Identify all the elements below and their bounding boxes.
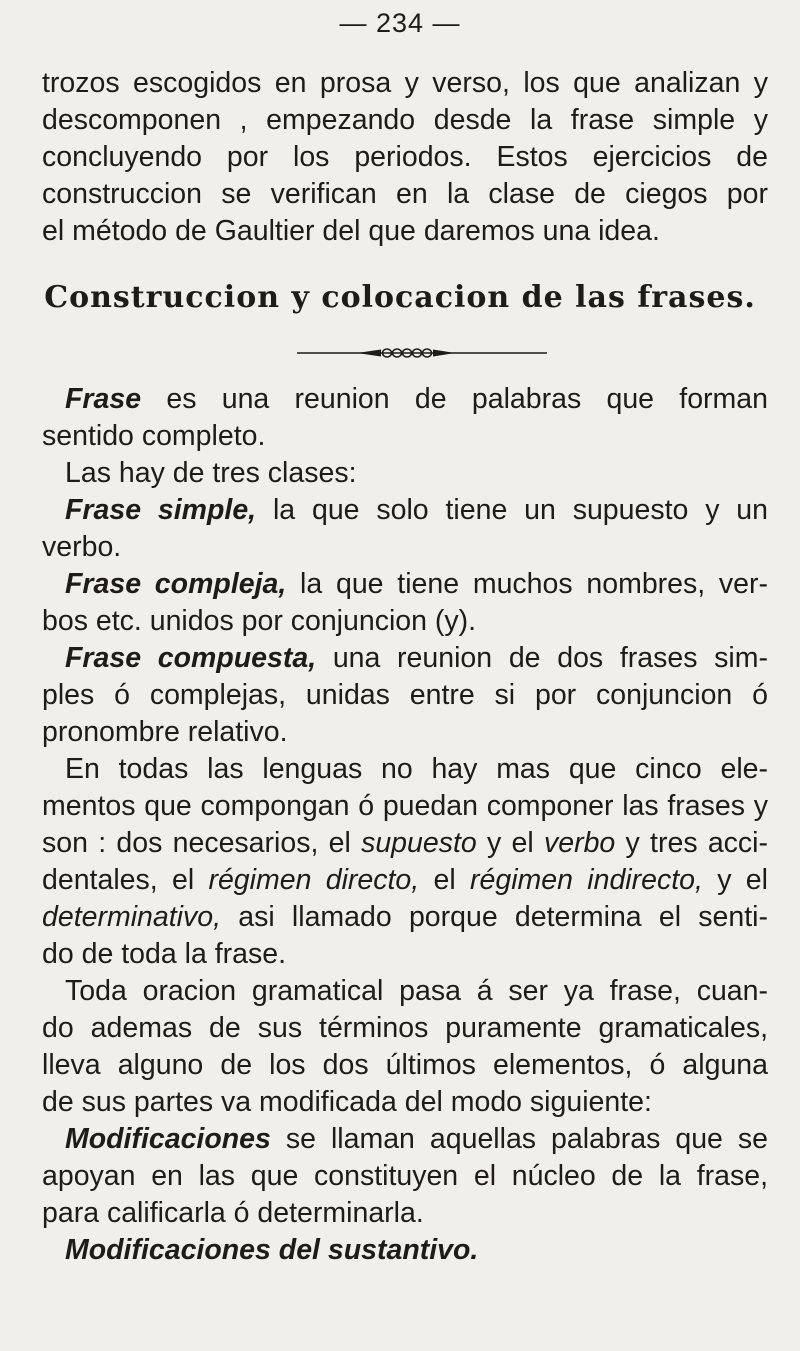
paragraph-line: do ademas de sus términos puramente gramaticales, [42, 1012, 768, 1044]
paragraph-line: do de toda la frase. [42, 938, 287, 970]
typographic-rule-ornament-icon [297, 346, 547, 360]
line-text: asi llamado porque determina el senti- [221, 901, 768, 933]
paragraph-line: pronombre relativo. [42, 716, 288, 748]
paragraph-line: para calificarla ó determinarla. [42, 1197, 424, 1229]
paragraph-line: Las hay de tres clases: [65, 457, 357, 489]
term-regimen-indirecto: régimen indirecto, [470, 864, 703, 896]
intro-line: concluyendo por los periodos. Estos ejercicios de [42, 141, 768, 173]
term-regimen-directo: régimen directo, [208, 864, 420, 896]
term-modificaciones: Modificaciones [65, 1123, 271, 1155]
paragraph-line: En todas las lenguas no hay mas que cinco ele- [65, 753, 768, 785]
line-text: la que solo tiene un supuesto y un [256, 494, 768, 526]
line-text: la que tiene muchos nombres, ver- [286, 568, 769, 600]
line-text: son : dos necesarios, el [42, 827, 362, 859]
line-text: y el [476, 827, 544, 859]
paragraph-line: de sus partes va modificada del modo siguiente: [42, 1086, 652, 1118]
paragraph-line [42, 381, 768, 418]
term-modificaciones-sustantivo: Modificaciones del sustantivo. [65, 1234, 479, 1266]
line-text: una reunion de dos frases sim- [316, 642, 768, 674]
paragraph-line [42, 825, 768, 862]
line-text: dentales, el [42, 864, 209, 896]
paragraph-line: verbo. [42, 531, 122, 563]
paragraph-line [42, 492, 768, 529]
paragraph-line: bos etc. unidos por conjuncion (y). [42, 605, 477, 637]
paragraph-line [42, 862, 768, 899]
paragraph-line: ples ó complejas, unidas entre si por conjuncion ó [42, 679, 768, 711]
term-frase-compleja: Frase compleja, [65, 568, 287, 600]
paragraph-line: sentido completo. [42, 420, 266, 452]
intro-line: descomponen , empezando desde la frase simple y [42, 104, 768, 136]
paragraph-line [42, 566, 768, 603]
paragraph-line [42, 640, 768, 677]
intro-line: construccion se verifican en la clase de ciegos por [42, 178, 768, 210]
paragraph-line [42, 1232, 768, 1269]
term-determinativo: determinativo, [42, 901, 222, 933]
paragraph-line [42, 899, 768, 936]
term-frase-simple: Frase simple, [65, 494, 257, 526]
page-number: — 234 — [339, 8, 461, 38]
intro-line: el método de Gaultier del que daremos una idea. [42, 215, 660, 247]
paragraph-line: Toda oracion gramatical pasa á ser ya frase, cuan- [65, 975, 768, 1007]
body-text [42, 381, 768, 1269]
section-heading: Construccion y colocacion de las frases. [44, 280, 756, 315]
term-frase-compuesta: Frase compuesta, [65, 642, 317, 674]
term-frase: Frase [65, 383, 142, 415]
line-text: y tres acci- [615, 827, 769, 859]
term-verbo: verbo [543, 827, 616, 859]
paragraph-line: apoyan en las que constituyen el núcleo de la frase, [42, 1160, 768, 1192]
line-text: el [419, 864, 470, 896]
line-text: es una reunion de palabras que forman [141, 383, 768, 415]
intro-line: trozos escogidos en prosa y verso, los que analizan y [42, 67, 768, 99]
line-text: se llaman aquellas palabras que se [270, 1123, 768, 1155]
paragraph-line: mentos que compongan ó puedan componer las frases y [42, 790, 768, 822]
paragraph-line [42, 1121, 768, 1158]
line-text: y el [702, 864, 768, 896]
term-supuesto: supuesto [361, 827, 477, 859]
intro-paragraph [42, 65, 768, 250]
paragraph-line: lleva alguno de los dos últimos elementos, ó alguna [42, 1049, 768, 1081]
